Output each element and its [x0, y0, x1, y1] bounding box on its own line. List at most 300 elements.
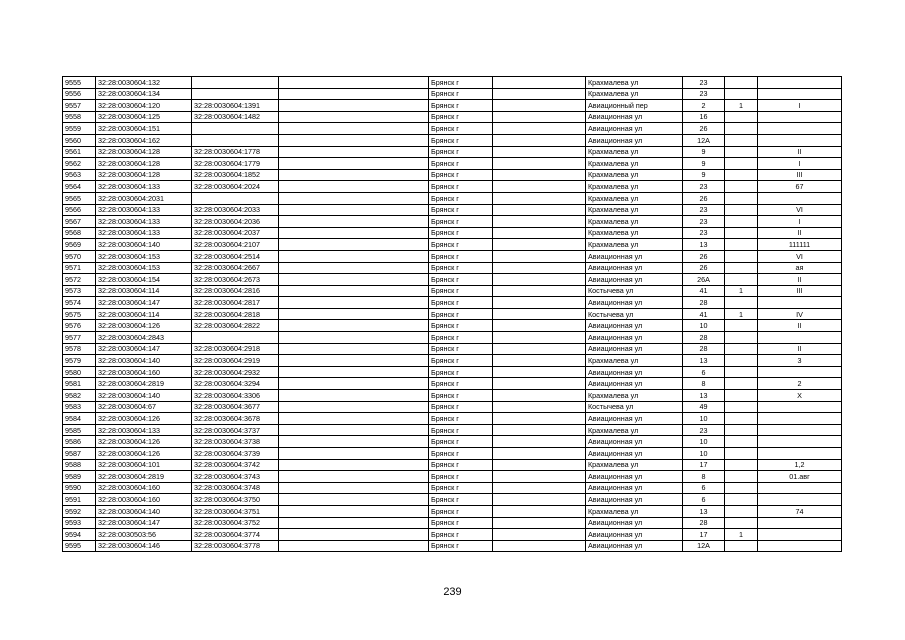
table-cell: ая	[758, 262, 842, 274]
table-cell	[493, 332, 586, 344]
table-cell: Авиационная ул	[586, 366, 683, 378]
table-cell: II	[758, 274, 842, 286]
table-cell	[493, 88, 586, 100]
table-cell	[279, 355, 429, 367]
table-cell: Брянск г	[429, 250, 493, 262]
table-cell: 17	[683, 529, 725, 541]
table-cell	[725, 366, 758, 378]
table-cell	[279, 436, 429, 448]
table-cell: 26	[683, 192, 725, 204]
table-row	[63, 192, 842, 204]
table-cell: 9574	[63, 297, 96, 309]
table-cell: Брянск г	[429, 378, 493, 390]
table-cell	[279, 88, 429, 100]
table-cell: 13	[683, 355, 725, 367]
table-cell: 01.авг	[758, 471, 842, 483]
table-cell	[493, 517, 586, 529]
table-cell: Брянск г	[429, 517, 493, 529]
table-cell: Крахмалева ул	[586, 355, 683, 367]
table-cell: 9577	[63, 332, 96, 344]
table-cell	[725, 274, 758, 286]
table-cell	[279, 366, 429, 378]
table-cell: Брянск г	[429, 100, 493, 112]
table-cell	[493, 308, 586, 320]
table-cell: 32:28:0030604:2918	[192, 343, 279, 355]
table-cell: II	[758, 146, 842, 158]
table-cell	[725, 181, 758, 193]
table-cell: 2	[758, 378, 842, 390]
table-cell	[493, 529, 586, 541]
table-cell	[279, 482, 429, 494]
table-cell	[279, 343, 429, 355]
table-cell: 12А	[683, 540, 725, 552]
table-cell	[725, 517, 758, 529]
table-cell	[493, 134, 586, 146]
table-cell: 9572	[63, 274, 96, 286]
table-cell	[279, 505, 429, 517]
table-cell	[493, 355, 586, 367]
table-cell: 32:28:0030604:2919	[192, 355, 279, 367]
table-cell	[725, 297, 758, 309]
table-cell: 10	[683, 436, 725, 448]
table-cell: 32:28:0030604:2822	[192, 320, 279, 332]
table-cell: 32:28:0030604:101	[96, 459, 192, 471]
table-cell: Брянск г	[429, 204, 493, 216]
table-cell: 8	[683, 378, 725, 390]
table-cell: 9	[683, 158, 725, 170]
table-cell	[279, 134, 429, 146]
table-cell: 32:28:0030604:128	[96, 146, 192, 158]
table-cell	[279, 285, 429, 297]
table-cell: 17	[683, 459, 725, 471]
table-cell	[725, 482, 758, 494]
table-cell: 9569	[63, 239, 96, 251]
table-cell: 32:28:0030604:134	[96, 88, 192, 100]
table-cell: Брянск г	[429, 181, 493, 193]
table-cell	[493, 413, 586, 425]
table-cell: 9589	[63, 471, 96, 483]
table-cell	[493, 505, 586, 517]
table-cell: 32:28:0030604:128	[96, 158, 192, 170]
table-cell	[493, 111, 586, 123]
table-cell: Авиационная ул	[586, 494, 683, 506]
table-cell: Крахмалева ул	[586, 505, 683, 517]
table-cell: 32:28:0030604:2514	[192, 250, 279, 262]
table-cell: Крахмалева ул	[586, 216, 683, 228]
table-row	[63, 505, 842, 517]
table-cell: 28	[683, 517, 725, 529]
table-cell	[493, 436, 586, 448]
table-cell	[493, 204, 586, 216]
table-cell	[493, 100, 586, 112]
table-cell: 32:28:0030604:3306	[192, 390, 279, 402]
table-cell	[279, 181, 429, 193]
table-cell: X	[758, 390, 842, 402]
table-cell: 9593	[63, 517, 96, 529]
table-cell: 32:28:0030604:2818	[192, 308, 279, 320]
table-cell: 32:28:0030604:2819	[96, 378, 192, 390]
table-cell	[758, 297, 842, 309]
table-cell: 32:28:0030604:3738	[192, 436, 279, 448]
table-cell: 1	[725, 100, 758, 112]
table-cell: 32:28:0030604:140	[96, 355, 192, 367]
table-cell: 32:28:0030604:154	[96, 274, 192, 286]
table-cell: 32:28:0030604:151	[96, 123, 192, 135]
table-cell: Брянск г	[429, 123, 493, 135]
table-cell	[279, 529, 429, 541]
table-cell	[725, 169, 758, 181]
table-cell: 32:28:0030604:120	[96, 100, 192, 112]
table-cell	[725, 146, 758, 158]
table-cell: Авиационная ул	[586, 448, 683, 460]
table-cell: Авиационная ул	[586, 482, 683, 494]
table-cell: Костычева ул	[586, 308, 683, 320]
table-cell: Крахмалева ул	[586, 239, 683, 251]
table-row	[63, 378, 842, 390]
table-cell	[725, 134, 758, 146]
table-cell: Брянск г	[429, 413, 493, 425]
table-row	[63, 320, 842, 332]
table-cell: 9559	[63, 123, 96, 135]
table-cell: Крахмалева ул	[586, 459, 683, 471]
table-cell: 23	[683, 77, 725, 89]
table-cell	[725, 158, 758, 170]
table-cell: Брянск г	[429, 274, 493, 286]
table-cell	[493, 169, 586, 181]
table-cell: 32:28:0030604:126	[96, 320, 192, 332]
table-cell: 32:28:0030503:56	[96, 529, 192, 541]
table-cell: Костычева ул	[586, 401, 683, 413]
table-cell: Авиационная ул	[586, 332, 683, 344]
table-cell	[725, 390, 758, 402]
table-row	[63, 471, 842, 483]
table-cell: 32:28:0030604:67	[96, 401, 192, 413]
table-row	[63, 366, 842, 378]
table-cell: 1	[725, 529, 758, 541]
table-cell: 32:28:0030604:114	[96, 285, 192, 297]
table-cell	[279, 111, 429, 123]
table-cell	[279, 77, 429, 89]
table-cell	[758, 134, 842, 146]
table-cell: 32:28:0030604:2037	[192, 227, 279, 239]
table-row	[63, 77, 842, 89]
table-cell	[493, 123, 586, 135]
records-table	[62, 76, 842, 552]
table-cell	[725, 494, 758, 506]
table-cell	[493, 448, 586, 460]
table-row	[63, 88, 842, 100]
table-cell	[279, 390, 429, 402]
table-cell: 9564	[63, 181, 96, 193]
table-cell: 9592	[63, 505, 96, 517]
table-cell	[725, 239, 758, 251]
table-cell: Крахмалева ул	[586, 204, 683, 216]
table-cell: 9561	[63, 146, 96, 158]
table-cell: 32:28:0030604:3742	[192, 459, 279, 471]
table-cell: Костычева ул	[586, 285, 683, 297]
table-cell: 32:28:0030604:153	[96, 250, 192, 262]
table-cell	[725, 424, 758, 436]
table-row	[63, 482, 842, 494]
table-row	[63, 169, 842, 181]
table-cell: 9560	[63, 134, 96, 146]
table-cell: 6	[683, 482, 725, 494]
table-cell: 32:28:0030604:2036	[192, 216, 279, 228]
table-cell: 32:28:0030604:140	[96, 239, 192, 251]
table-cell	[758, 88, 842, 100]
table-row	[63, 146, 842, 158]
table-cell: 9562	[63, 158, 96, 170]
table-row	[63, 517, 842, 529]
table-cell	[279, 459, 429, 471]
table-row	[63, 181, 842, 193]
table-cell: Авиационный пер	[586, 100, 683, 112]
table-cell: 26	[683, 250, 725, 262]
table-cell: 32:28:0030604:140	[96, 505, 192, 517]
table-row	[63, 401, 842, 413]
table-cell: 1,2	[758, 459, 842, 471]
table-cell	[725, 227, 758, 239]
table-cell: 32:28:0030604:2033	[192, 204, 279, 216]
table-cell: Брянск г	[429, 366, 493, 378]
table-cell: Брянск г	[429, 192, 493, 204]
table-cell: 9570	[63, 250, 96, 262]
table-cell	[279, 308, 429, 320]
table-cell	[279, 158, 429, 170]
table-cell	[758, 401, 842, 413]
table-cell	[279, 471, 429, 483]
table-cell	[493, 482, 586, 494]
table-cell	[758, 482, 842, 494]
table-cell: 32:28:0030604:3743	[192, 471, 279, 483]
table-cell	[493, 459, 586, 471]
table-cell	[192, 192, 279, 204]
table-cell: 32:28:0030604:133	[96, 216, 192, 228]
table-cell: 1	[725, 285, 758, 297]
table-cell: Авиационная ул	[586, 378, 683, 390]
table-cell: 41	[683, 308, 725, 320]
table-row	[63, 343, 842, 355]
table-cell: 23	[683, 216, 725, 228]
table-cell: 49	[683, 401, 725, 413]
table-cell: 32:28:0030604:2817	[192, 297, 279, 309]
table-cell: 32:28:0030604:3774	[192, 529, 279, 541]
table-cell: 32:28:0030604:133	[96, 227, 192, 239]
table-cell: 6	[683, 366, 725, 378]
table-cell	[279, 378, 429, 390]
table-cell: 32:28:0030604:3294	[192, 378, 279, 390]
table-cell: 28	[683, 332, 725, 344]
table-cell	[758, 424, 842, 436]
table-row	[63, 239, 842, 251]
table-cell: Брянск г	[429, 146, 493, 158]
table-row	[63, 390, 842, 402]
table-cell: 9594	[63, 529, 96, 541]
table-cell: VI	[758, 204, 842, 216]
table-cell: 32:28:0030604:162	[96, 134, 192, 146]
table-cell: 32:28:0030604:114	[96, 308, 192, 320]
table-cell: 67	[758, 181, 842, 193]
table-row	[63, 413, 842, 425]
table-cell: 10	[683, 413, 725, 425]
table-cell	[725, 413, 758, 425]
table-cell	[493, 494, 586, 506]
table-cell	[493, 227, 586, 239]
table-cell: Авиационная ул	[586, 471, 683, 483]
table-cell	[279, 332, 429, 344]
table-cell	[758, 448, 842, 460]
table-cell	[493, 540, 586, 552]
table-cell	[725, 378, 758, 390]
table-cell	[279, 169, 429, 181]
table-cell: 9566	[63, 204, 96, 216]
table-cell: 13	[683, 239, 725, 251]
table-cell: 16	[683, 111, 725, 123]
table-cell	[279, 274, 429, 286]
table-cell: Брянск г	[429, 77, 493, 89]
table-cell: 32:28:0030604:3737	[192, 424, 279, 436]
table-cell: 9580	[63, 366, 96, 378]
table-cell	[758, 366, 842, 378]
table-cell	[279, 262, 429, 274]
table-cell	[279, 320, 429, 332]
table-cell	[493, 471, 586, 483]
table-cell: 9	[683, 169, 725, 181]
table-cell	[725, 204, 758, 216]
table-cell: 32:28:0030604:2932	[192, 366, 279, 378]
table-cell: 9	[683, 146, 725, 158]
table-cell: Крахмалева ул	[586, 169, 683, 181]
table-cell: 13	[683, 505, 725, 517]
table-row	[63, 540, 842, 552]
table-cell: I	[758, 216, 842, 228]
table-cell: 32:28:0030604:140	[96, 390, 192, 402]
table-cell	[725, 448, 758, 460]
table-cell: 13	[683, 390, 725, 402]
table-cell: I	[758, 100, 842, 112]
table-cell: 6	[683, 494, 725, 506]
table-cell: Авиационная ул	[586, 343, 683, 355]
table-cell: Брянск г	[429, 448, 493, 460]
table-cell: Брянск г	[429, 424, 493, 436]
table-cell: Брянск г	[429, 471, 493, 483]
table-cell: Авиационная ул	[586, 134, 683, 146]
table-cell: Брянск г	[429, 343, 493, 355]
table-cell: 9579	[63, 355, 96, 367]
table-cell: 9582	[63, 390, 96, 402]
table-cell	[725, 355, 758, 367]
table-cell	[725, 262, 758, 274]
table-cell: Крахмалева ул	[586, 192, 683, 204]
table-row	[63, 494, 842, 506]
table-cell: Крахмалева ул	[586, 146, 683, 158]
table-cell	[279, 540, 429, 552]
table-cell: 1	[725, 308, 758, 320]
table-cell: 32:28:0030604:2031	[96, 192, 192, 204]
table-cell: 32:28:0030604:3748	[192, 482, 279, 494]
table-cell: 32:28:0030604:3752	[192, 517, 279, 529]
table-cell: Брянск г	[429, 332, 493, 344]
table-cell	[758, 436, 842, 448]
table-cell: Брянск г	[429, 285, 493, 297]
table-cell: Авиационная ул	[586, 517, 683, 529]
table-cell: Брянск г	[429, 401, 493, 413]
table-row	[63, 285, 842, 297]
table-cell: 32:28:0030604:2107	[192, 239, 279, 251]
table-cell: 32:28:0030604:2673	[192, 274, 279, 286]
table-cell: 32:28:0030604:125	[96, 111, 192, 123]
table-cell	[725, 111, 758, 123]
table-cell: Авиационная ул	[586, 274, 683, 286]
table-cell	[725, 192, 758, 204]
table-cell: IV	[758, 308, 842, 320]
table-cell: 9590	[63, 482, 96, 494]
table-cell: 9563	[63, 169, 96, 181]
table-row	[63, 123, 842, 135]
table-cell	[279, 448, 429, 460]
table-cell	[279, 250, 429, 262]
table-cell: 32:28:0030604:160	[96, 366, 192, 378]
table-cell	[725, 471, 758, 483]
table-row	[63, 308, 842, 320]
table-cell	[493, 297, 586, 309]
table-cell: 9576	[63, 320, 96, 332]
table-cell	[725, 320, 758, 332]
table-cell: Брянск г	[429, 111, 493, 123]
table-cell: 9573	[63, 285, 96, 297]
table-cell: 23	[683, 227, 725, 239]
table-cell	[279, 413, 429, 425]
table-cell: Брянск г	[429, 227, 493, 239]
table-row	[63, 204, 842, 216]
table-cell	[758, 494, 842, 506]
table-cell: 32:28:0030604:133	[96, 424, 192, 436]
table-cell: 32:28:0030604:2816	[192, 285, 279, 297]
table-cell: Авиационная ул	[586, 297, 683, 309]
table-cell: Крахмалева ул	[586, 424, 683, 436]
table-cell	[725, 505, 758, 517]
table-cell: 9556	[63, 88, 96, 100]
table-cell	[758, 540, 842, 552]
table-cell: 9591	[63, 494, 96, 506]
table-cell: Брянск г	[429, 459, 493, 471]
table-cell	[192, 134, 279, 146]
table-cell: 32:28:0030604:2819	[96, 471, 192, 483]
table-cell: 10	[683, 320, 725, 332]
table-cell	[279, 204, 429, 216]
table-cell: 32:28:0030604:147	[96, 517, 192, 529]
table-cell: Брянск г	[429, 529, 493, 541]
table-cell: Авиационная ул	[586, 123, 683, 135]
table-cell: 32:28:0030604:126	[96, 436, 192, 448]
table-cell: 9567	[63, 216, 96, 228]
table-cell	[279, 146, 429, 158]
table-cell: Брянск г	[429, 262, 493, 274]
table-cell: Авиационная ул	[586, 540, 683, 552]
table-cell: 32:28:0030604:1482	[192, 111, 279, 123]
table-cell	[493, 343, 586, 355]
table-cell: 32:28:0030604:1779	[192, 158, 279, 170]
table-cell: Крахмалева ул	[586, 158, 683, 170]
table-cell: Авиационная ул	[586, 111, 683, 123]
table-cell	[725, 88, 758, 100]
table-cell	[725, 343, 758, 355]
table-cell: Авиационная ул	[586, 529, 683, 541]
table-row	[63, 459, 842, 471]
table-cell: Брянск г	[429, 390, 493, 402]
table-row	[63, 448, 842, 460]
table-cell: 32:28:0030604:3678	[192, 413, 279, 425]
